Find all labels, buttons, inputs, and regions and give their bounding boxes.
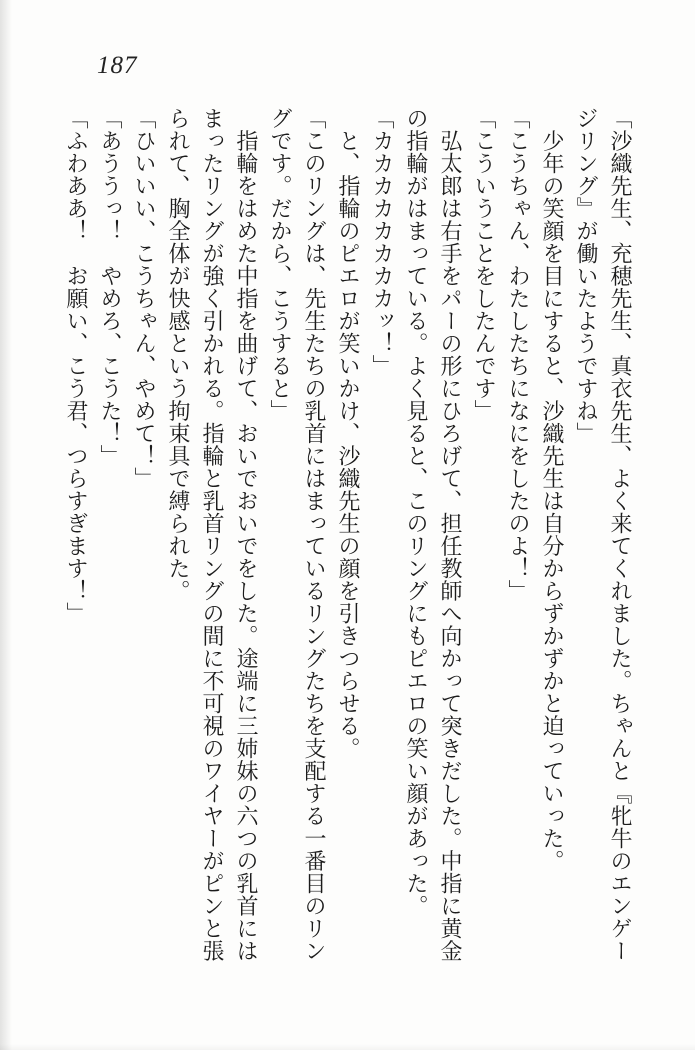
paragraph-dialogue-question: 「こうちゃん、わたしたちになにをしたのよ！」 (506, 107, 531, 602)
paragraph-dialogue-scream-2: 「あううっ！ やめろ、こうた！」 (98, 107, 123, 467)
paragraph-narration-clown: と、指輪のピエロが笑いかけ、沙織先生の顔を引きつらせる。 (336, 107, 361, 760)
paragraph-dialogue-scream-1: 「ひいいい、こうちゃん、やめて！」 (132, 107, 157, 490)
paragraph-narration-wire: 指輪をはめた中指を曲げて、おいでおいでをした。途端に三姉妹の六つの乳首にはまったリングが強く引かれる。指輪と乳首リングの間に不可視のワイヤーがピンと張られて、胸全体が快感という拘束具で縛られた。 (166, 107, 259, 962)
paragraph-dialogue-laugh: 「カカカカカカカカッ！」 (370, 107, 395, 377)
page-left-edge-shading (0, 0, 12, 1050)
page-bottom-edge-shading (0, 1044, 695, 1050)
paragraph-narration-approach: 少年の笑顔を目にすると、沙織先生は自分からずかずかと迫っていった。 (540, 107, 565, 872)
body-text (59, 107, 637, 965)
paragraph-dialogue-saori-greeting: 「沙織先生、充穂先生、真衣先生、よく来てくれました。ちゃんと『牝牛のエンゲージリング』が働いたようですね」 (574, 107, 633, 962)
paragraph-dialogue-scream-3: 「ふわああ！ お願い、こう君、つらすぎます！」 (64, 107, 89, 625)
paragraph-narration-ring: 弘太郎は右手をパーの形にひろげて、担任教師へ向かって突きだした。中指に黄金の指輪がはまっている。よく見ると、このリングにもピエロの笑い顔があった。 (404, 107, 463, 962)
page-number: 187 (97, 52, 138, 79)
paragraph-dialogue-answer: 「こういうことをしたんです」 (472, 107, 497, 422)
paragraph-dialogue-explanation: 「このリングは、先生たちの乳首にはまっているリングたちを支配する一番目のリングです。だから、こうすると」 (268, 107, 327, 962)
